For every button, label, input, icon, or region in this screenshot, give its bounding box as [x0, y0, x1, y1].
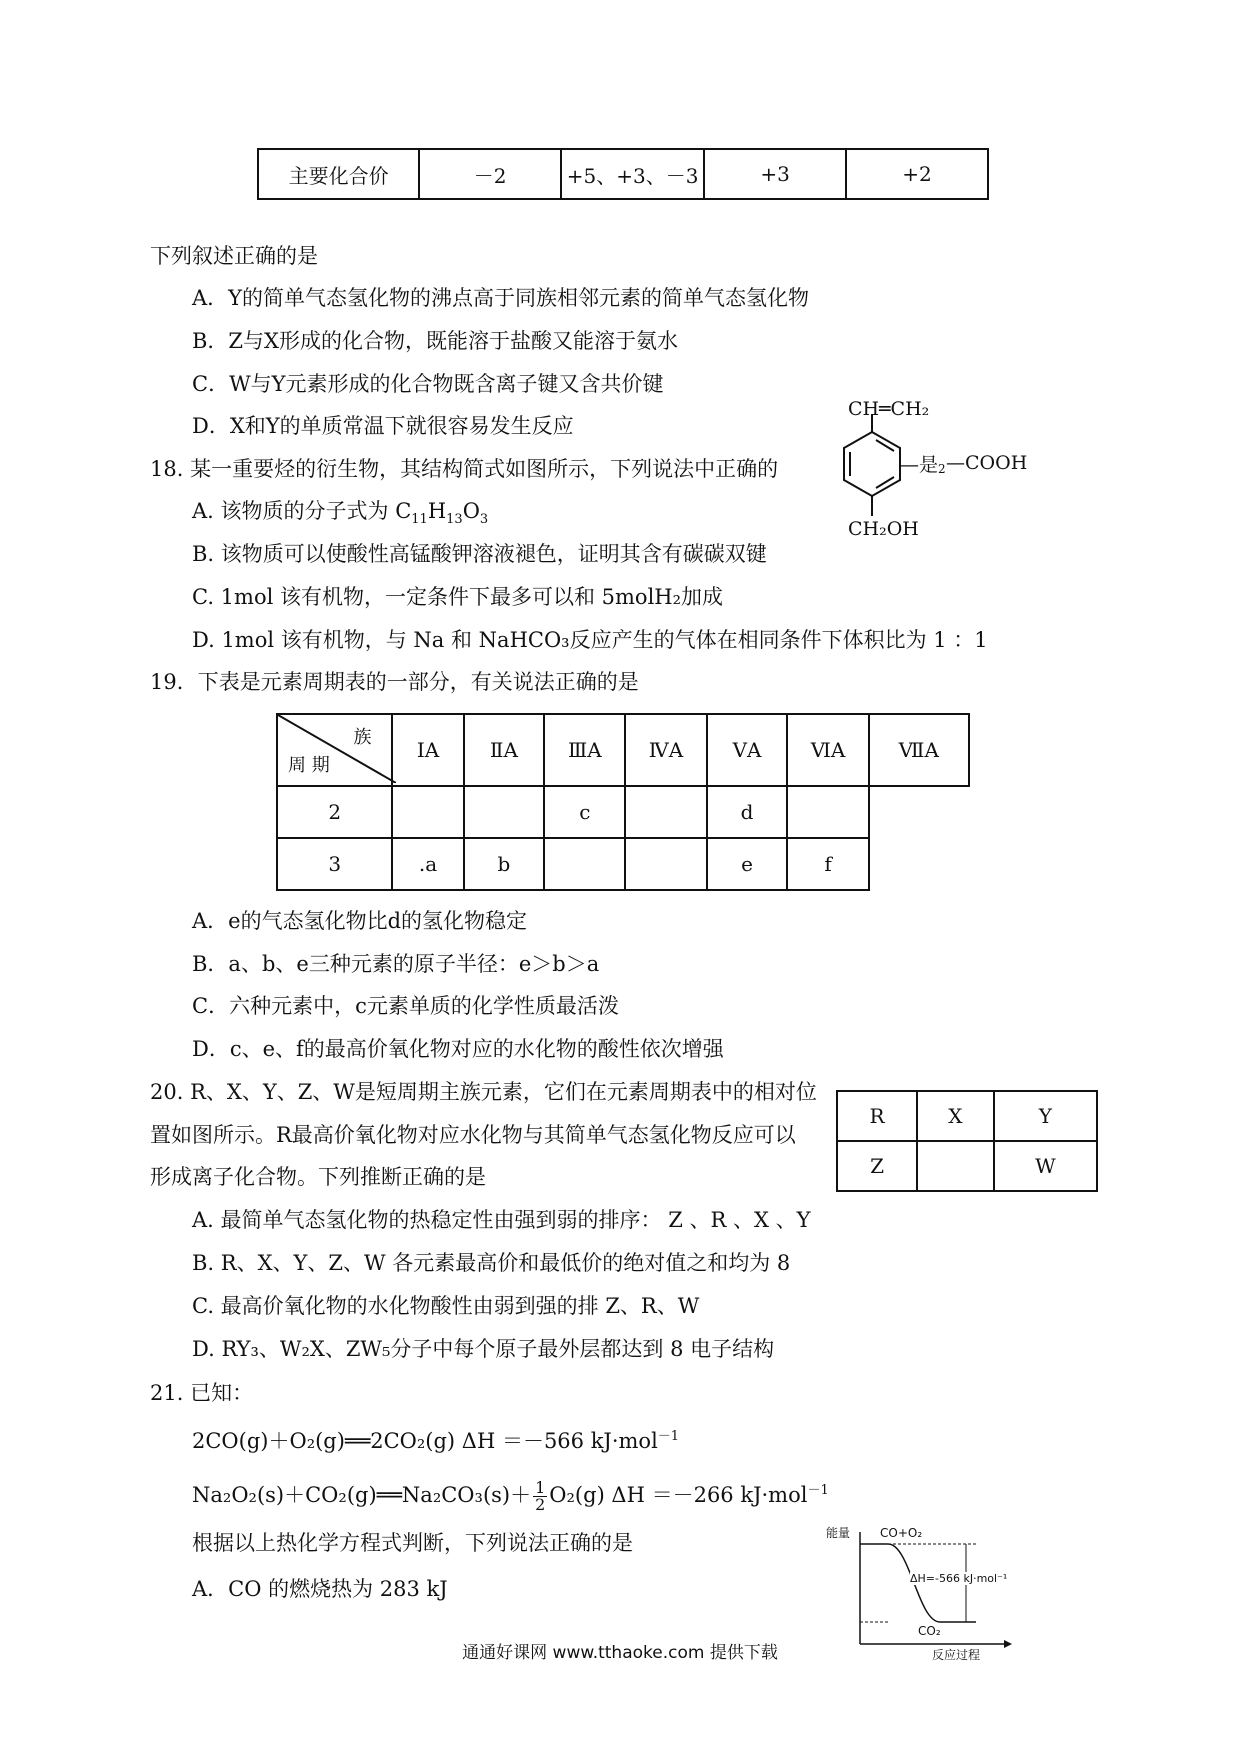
valence-cell: +5、+3、－3 — [561, 149, 704, 199]
q19-option-c: C．六种元素中，c元素单质的化学性质最活泼 — [192, 994, 619, 1018]
process-axis-label: 反应过程 — [932, 1648, 981, 1662]
valence-label: 主要化合价 — [258, 149, 419, 199]
q20-option-c: C. 最高价氧化物的水化物酸性由弱到强的排 Z、R、W — [192, 1294, 700, 1318]
q19-option-b: B．a、b、e三种元素的原子半径：e＞b＞a — [192, 952, 600, 976]
q18-option-c: C. 1mol 该有机物，一定条件下最多可以和 5molH₂加成 — [192, 585, 724, 609]
product-label: CO₂ — [918, 1624, 941, 1638]
group-header: ⅢA — [544, 714, 625, 786]
table-cell — [787, 786, 868, 838]
grid-cell: Y — [994, 1091, 1097, 1141]
q19-stem: 19．下表是元素周期表的一部分，有关说法正确的是 — [150, 670, 639, 694]
table-cell: c — [544, 786, 625, 838]
q21-option-a: A．CO 的燃烧热为 283 kJ — [192, 1577, 448, 1601]
q17-option-a: A．Y的简单气态氢化物的沸点高于同族相邻元素的简单气态氢化物 — [192, 286, 810, 310]
grid-cell: W — [994, 1141, 1097, 1191]
valence-table — [257, 148, 989, 200]
q21-stem: 21. 已知： — [150, 1381, 254, 1405]
q18-option-b: B. 该物质可以使酸性高锰酸钾溶液褪色，证明其含有碳碳双键 — [192, 542, 767, 566]
group-header: ⅠA — [392, 714, 463, 786]
reactant-label: CO+O₂ — [880, 1526, 923, 1540]
q19-option-a: A．e的气态氢化物比d的氢化物稳定 — [192, 909, 528, 933]
grid-cell: X — [917, 1091, 994, 1141]
group-header: ⅤA — [707, 714, 788, 786]
table-cell: b — [464, 838, 545, 890]
q18-option-d: D. 1mol 该有机物，与 Na 和 NaHCO₃反应产生的气体在相同条件下体积比为 1 ：1 — [192, 628, 988, 652]
corner-group-label: 族 — [353, 727, 372, 748]
structure-diagram — [820, 400, 1040, 540]
period-cell: 2 — [277, 786, 392, 838]
table-cell — [544, 838, 625, 890]
group-header: ⅣA — [625, 714, 706, 786]
grid-cell: R — [837, 1091, 917, 1141]
corner-period-label: 周 期 — [288, 755, 330, 776]
q20-stem-line3: 形成离子化合物。下列推断正确的是 — [150, 1165, 486, 1189]
table-cell — [625, 838, 706, 890]
grid-cell: Z — [837, 1141, 917, 1191]
energy-axis-label: 能量 — [826, 1526, 851, 1540]
table-cell: e — [707, 838, 788, 890]
structure-right-label: —是 — [900, 454, 939, 476]
q18-stem: 18. 某一重要烃的衍生物，其结构简式如图所示，下列说法中正确的 — [150, 457, 779, 481]
equation-2: Na₂O₂(s)＋CO₂(g)══Na₂CO₃(s)＋ $\frac{1}{2}$ O₂(g) ΔH ＝－266 kJ·mol$^{-1}$ — [192, 1478, 829, 1514]
q20-option-d: D. RY₃、W₂X、ZW₅分子中每个原子最外层都达到 8 电子结构 — [192, 1337, 775, 1361]
equation-1: 2CO(g)＋O₂(g)══2CO₂(g) ΔH ＝－566 kJ·mol$^{-1}$ — [192, 1429, 680, 1453]
table-cell: d — [707, 786, 788, 838]
q18-option-a: A. 该物质的分子式为 $C_{11}H_{13}O_3$ — [192, 499, 489, 528]
table-cell: .a — [392, 838, 463, 890]
structure-right-sub: 2 — [938, 462, 946, 476]
page-footer: 通通好课网 www.tthaoke.com 提供下载 — [462, 1643, 778, 1663]
q20-option-a: A. 最简单气态氢化物的热稳定性由强到弱的排序： Z 、R 、X 、Y — [192, 1208, 811, 1232]
q17-stem: 下列叙述正确的是 — [150, 244, 318, 268]
table-cell — [464, 786, 545, 838]
grid-cell — [917, 1141, 994, 1191]
group-header: ⅥA — [787, 714, 868, 786]
valence-cell: +2 — [846, 149, 988, 199]
valence-cell: +3 — [704, 149, 846, 199]
valence-cell: －2 — [419, 149, 561, 199]
delta-h-label: ΔH=-566 kJ·mol⁻¹ — [910, 1572, 1008, 1585]
q17-option-b: B．Z与X形成的化合物，既能溶于盐酸又能溶于氨水 — [192, 329, 678, 353]
q17-option-c: C．W与Y元素形成的化合物既含离子键又含共价键 — [192, 372, 664, 396]
corner-cell — [277, 714, 392, 786]
period-cell: 3 — [277, 838, 392, 890]
q17-option-d: D．X和Y的单质常温下就很容易发生反应 — [192, 414, 574, 438]
q19-option-d: D．c、e、f的最高价氧化物对应的水化物的酸性依次增强 — [192, 1037, 724, 1061]
group-header: ⅦA — [869, 714, 969, 786]
table-cell — [392, 786, 463, 838]
q20-option-b: B. R、X、Y、Z、W 各元素最高价和最低价的绝对值之和均为 8 — [192, 1251, 791, 1275]
q20-stem-line2: 置如图所示。R最高价氧化物对应水化物与其简单气态氢化物反应可以 — [150, 1123, 796, 1147]
position-grid — [836, 1090, 1098, 1192]
table-cell — [625, 786, 706, 838]
group-header: ⅡA — [464, 714, 545, 786]
structure-right-group: —COOH — [946, 452, 1028, 474]
q20-stem-line1: 20. R、X、Y、Z、W是短周期主族元素，它们在元素周期表中的相对位 — [150, 1080, 817, 1104]
structure-bottom-group: CH₂OH — [848, 518, 919, 538]
q21-judge: 根据以上热化学方程式判断，下列说法正确的是 — [192, 1531, 633, 1555]
periodic-table — [276, 713, 970, 891]
table-cell: f — [787, 838, 868, 890]
fraction-half: $\frac{1}{2}$ — [535, 1478, 546, 1514]
structure-top-group: CH═CH₂ — [848, 398, 930, 420]
